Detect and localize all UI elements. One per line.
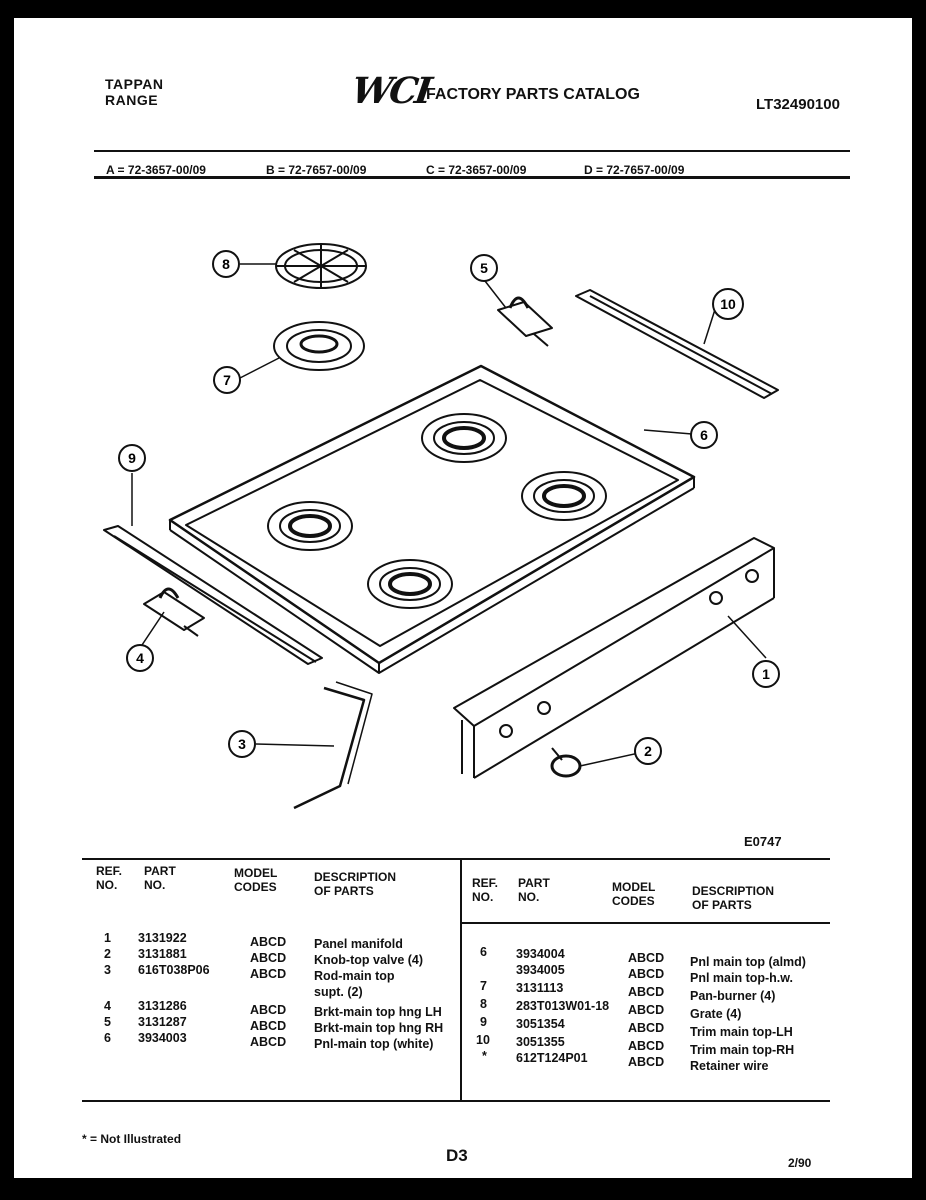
table-cell: ABCD xyxy=(250,951,287,965)
table-cell: ABCD xyxy=(250,967,287,981)
table-cell: 5 xyxy=(104,1015,111,1029)
table-cell: Trim main top-LH xyxy=(690,1025,793,1039)
table-cell: 6 xyxy=(480,945,487,959)
burner-grate xyxy=(276,244,366,288)
header-part-left: PART NO. xyxy=(144,864,176,892)
model-code-a: A = 72-3657-00/09 xyxy=(106,163,206,177)
brand-name: TAPPAN xyxy=(105,76,164,92)
header-right-underline xyxy=(462,922,830,924)
table-cell: 3131286 xyxy=(138,999,187,1013)
table-cell: 10 xyxy=(476,1033,490,1047)
header-desc-right: DESCRIPTION OF PARTS xyxy=(692,884,775,912)
callout-5-label: 5 xyxy=(480,260,488,276)
header-ref-right: REF. NO. xyxy=(472,876,499,904)
table-rule-bottom xyxy=(82,1100,830,1102)
table-cell: 2 xyxy=(104,947,111,961)
model-code-d: D = 72-7657-00/09 xyxy=(584,163,685,177)
table-cell: ABCD xyxy=(250,935,287,949)
figure-code: E0747 xyxy=(744,834,782,849)
callout-7 xyxy=(214,367,240,393)
exploded-parts-diagram xyxy=(14,18,912,858)
table-cell: Pnl main top (almd) xyxy=(690,955,806,969)
table-cell: Panel manifold xyxy=(314,937,403,951)
callout-7-label: 7 xyxy=(223,372,231,388)
callout-1 xyxy=(753,661,779,687)
table-cell: Knob-top valve (4) xyxy=(314,953,424,967)
table-cell: Grate (4) xyxy=(690,1007,742,1021)
catalog-number: LT32490100 xyxy=(756,96,840,113)
catalog-date: 2/90 xyxy=(788,1156,812,1170)
callout-2 xyxy=(635,738,661,764)
table-cell: 612T124P01 xyxy=(516,1051,588,1065)
callout-8-label: 8 xyxy=(222,256,230,272)
table-cell: 6 xyxy=(104,1031,111,1045)
callout-6-label: 6 xyxy=(700,427,708,443)
trim-rh xyxy=(576,290,778,398)
header-model-left: MODEL CODES xyxy=(234,866,278,894)
table-cell: 3934005 xyxy=(516,963,565,977)
table-cell: 3051354 xyxy=(516,1017,565,1031)
table-cell: 8 xyxy=(480,997,487,1011)
table-cell: Retainer wire xyxy=(690,1059,769,1073)
callout-5 xyxy=(471,255,497,281)
footnote: * = Not Illustrated xyxy=(82,1132,182,1146)
table-cell: Rod-main top xyxy=(314,969,395,983)
table-cell: 3131287 xyxy=(138,1015,187,1029)
table-cell: 3934003 xyxy=(138,1031,187,1045)
page-number: D3 xyxy=(446,1146,468,1165)
table-cell: ABCD xyxy=(250,1035,287,1049)
model-code-c: C = 72-3657-00/09 xyxy=(426,163,527,177)
callout-1-label: 1 xyxy=(762,666,770,682)
knob-top-valve xyxy=(552,748,580,776)
table-cell: Pan-burner (4) xyxy=(690,989,776,1003)
table-cell: Brkt-main top hng LH xyxy=(314,1005,442,1019)
bracket-rh xyxy=(498,298,552,346)
table-cell: 283T013W01-18 xyxy=(516,999,610,1013)
callout-3-label: 3 xyxy=(238,736,246,752)
table-cell: Pnl main top-h.w. xyxy=(690,971,794,985)
table-cell: ABCD xyxy=(628,967,665,981)
table-cell: 3131881 xyxy=(138,947,187,961)
table-cell: 9 xyxy=(480,1015,487,1029)
burner-pan xyxy=(274,322,364,370)
table-cell: 3934004 xyxy=(516,947,565,961)
table-cell: ABCD xyxy=(628,1021,665,1035)
callout-8 xyxy=(213,251,239,277)
table-cell: 3131922 xyxy=(138,931,187,945)
table-cell: ABCD xyxy=(628,1003,665,1017)
table-cell: ABCD xyxy=(628,1055,665,1069)
table-cell: ABCD xyxy=(250,1003,287,1017)
callout-6 xyxy=(691,422,717,448)
header-model-right: MODEL CODES xyxy=(612,880,656,908)
table-cell: 4 xyxy=(104,999,111,1013)
callout-3 xyxy=(229,731,255,757)
table-cell: * xyxy=(482,1049,487,1063)
callout-4 xyxy=(127,645,153,671)
table-cell: 3051355 xyxy=(516,1035,565,1049)
table-cell: supt. (2) xyxy=(314,985,363,999)
table-cell: 3 xyxy=(104,963,111,977)
header-part-right: PART NO. xyxy=(518,876,550,904)
callout-9-label: 9 xyxy=(128,450,136,466)
table-cell: ABCD xyxy=(628,951,665,965)
wci-logo: WCI xyxy=(349,70,432,112)
product-type: RANGE xyxy=(105,92,159,108)
table-cell: Pnl-main top (white) xyxy=(314,1037,434,1051)
header-ref-left: REF. NO. xyxy=(96,864,123,892)
callout-4-label: 4 xyxy=(136,650,144,666)
callout-2-label: 2 xyxy=(644,743,652,759)
table-cell: 616T038P06 xyxy=(138,963,210,977)
table-cell: 3131113 xyxy=(516,981,564,995)
table-cell: Brkt-main top hng RH xyxy=(314,1021,444,1035)
callout-9 xyxy=(119,445,145,471)
table-cell: ABCD xyxy=(250,1019,287,1033)
table-cell: 1 xyxy=(104,931,111,945)
callout-10-label: 10 xyxy=(720,296,736,312)
table-cell: Trim main top-RH xyxy=(690,1043,795,1057)
table-cell: ABCD xyxy=(628,985,665,999)
table-cell: ABCD xyxy=(628,1039,665,1053)
model-code-b: B = 72-7657-00/09 xyxy=(266,163,367,177)
header-desc-left: DESCRIPTION OF PARTS xyxy=(314,870,397,898)
catalog-title: FACTORY PARTS CATALOG xyxy=(426,86,640,103)
table-column-divider xyxy=(460,858,462,1100)
table-rule-top xyxy=(82,858,830,860)
callout-10 xyxy=(713,289,743,319)
catalog-page xyxy=(14,18,912,1178)
table-cell: 7 xyxy=(480,979,487,993)
